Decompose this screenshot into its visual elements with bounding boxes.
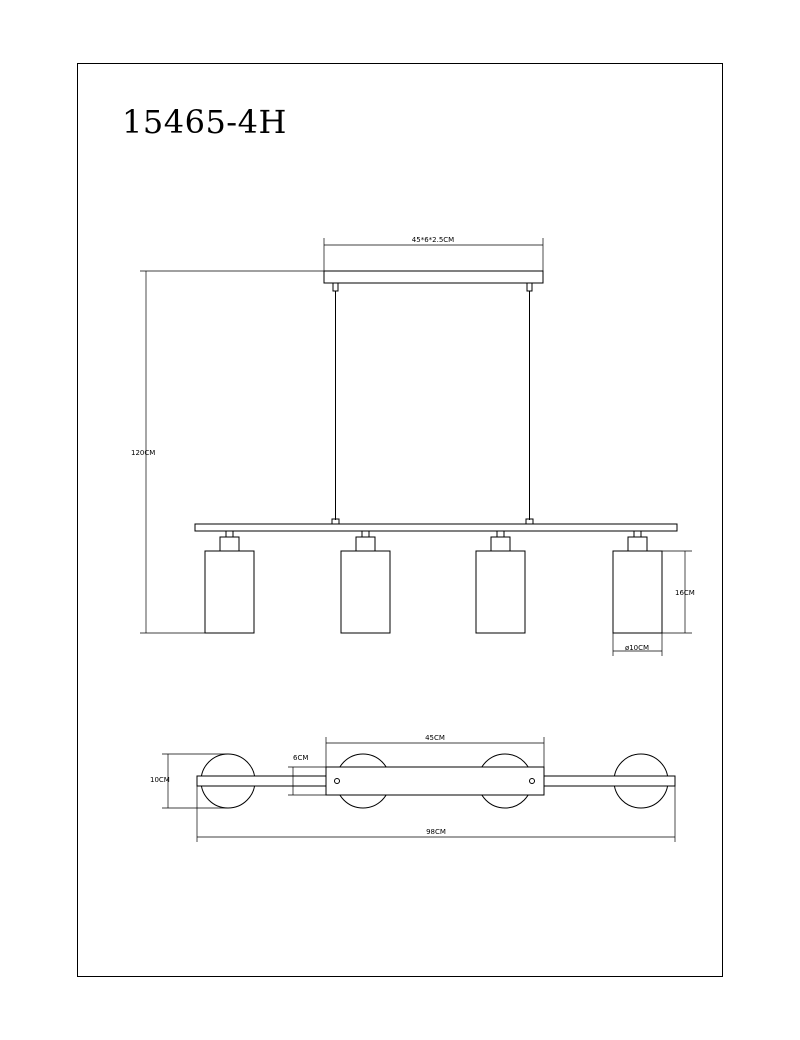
label-spot-diameter: 10CM xyxy=(150,776,170,784)
label-bar-width: 6CM xyxy=(293,754,309,762)
label-shade-height: 16CM xyxy=(675,589,695,597)
model-title: 15465-4H xyxy=(122,103,287,141)
lamp-shade-4 xyxy=(613,531,662,633)
lamp-shade-2 xyxy=(341,531,390,633)
label-canopy: 45*6*2.5CM xyxy=(411,236,455,244)
canopy xyxy=(324,271,543,283)
label-total-length: 98CM xyxy=(426,828,446,836)
light-bar xyxy=(195,524,677,531)
lamp-shade-3 xyxy=(476,531,525,633)
lamp-shade-1 xyxy=(205,531,254,633)
label-shade-diameter: ø10CM xyxy=(624,644,650,652)
label-bar-length: 45CM xyxy=(425,734,445,742)
dim-height xyxy=(140,271,324,633)
top-canopy xyxy=(326,767,544,795)
label-height: 120CM xyxy=(131,449,156,457)
